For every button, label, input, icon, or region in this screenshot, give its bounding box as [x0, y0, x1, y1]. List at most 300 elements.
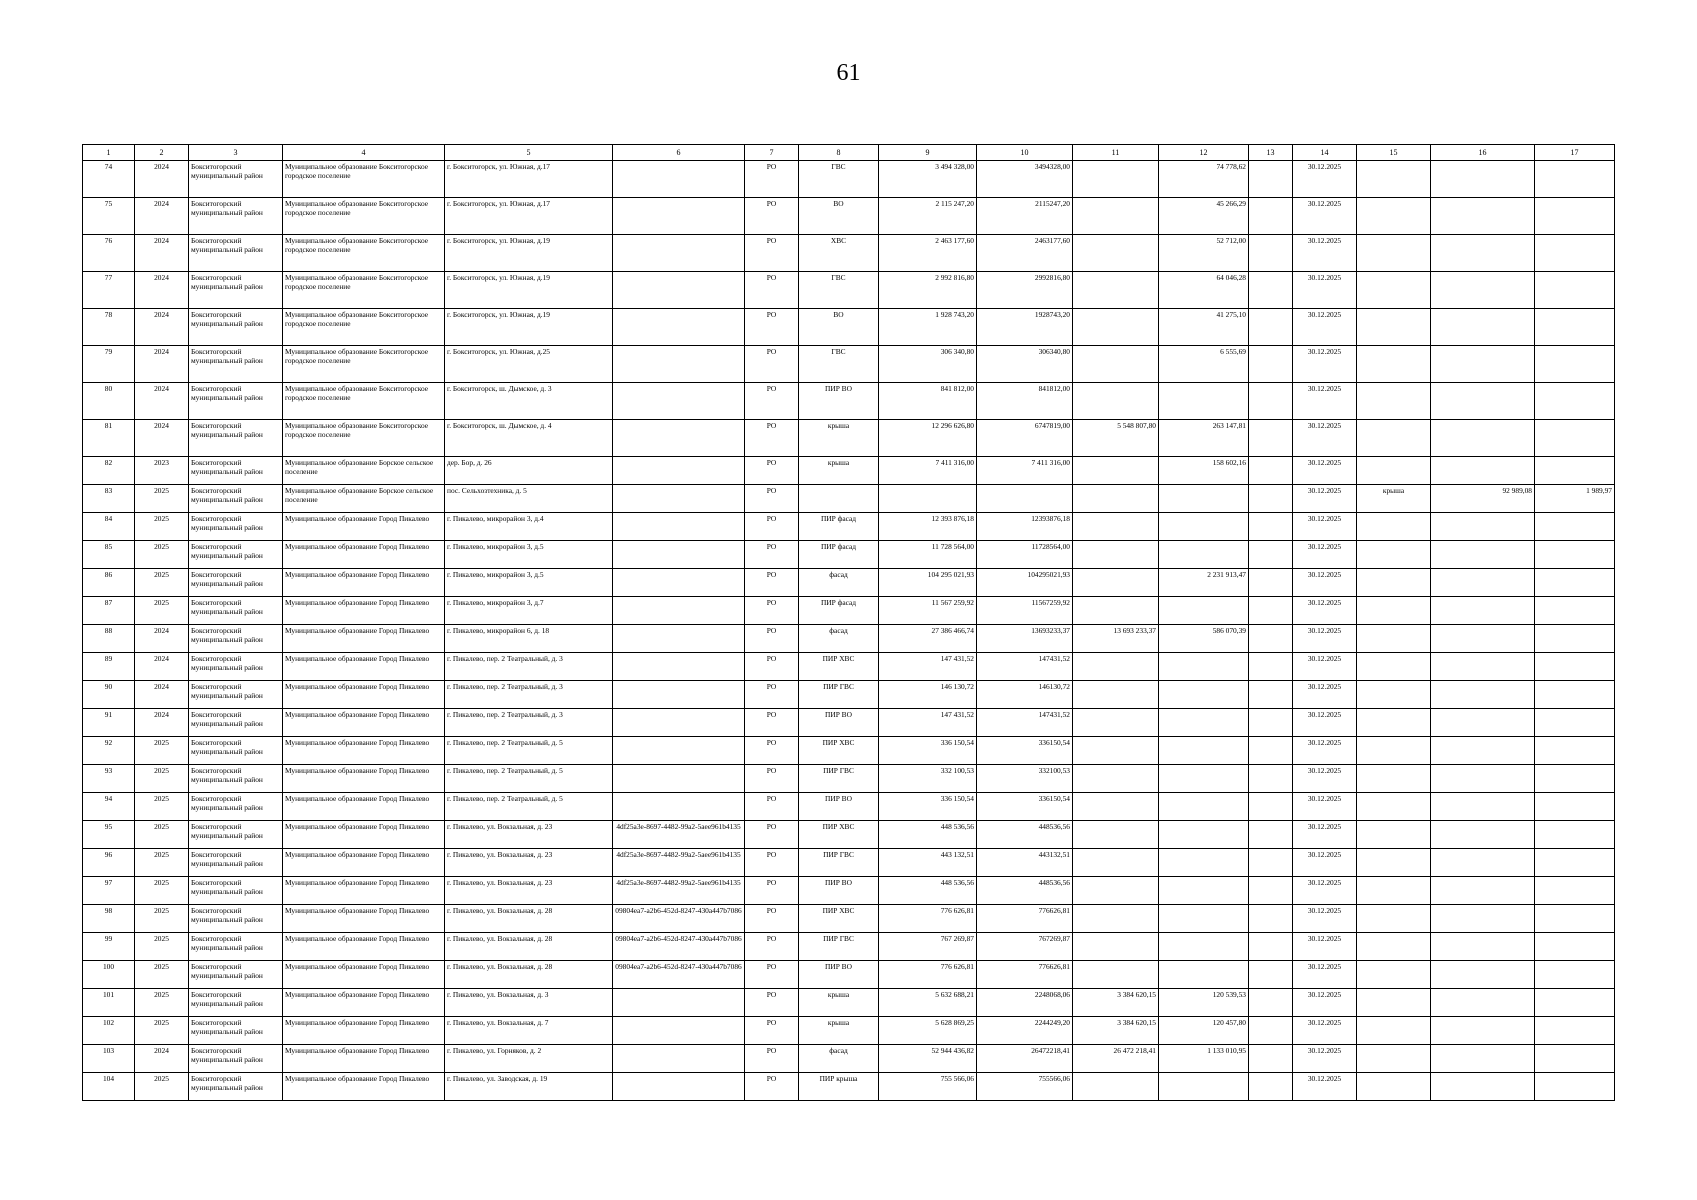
object-code-cell [613, 793, 745, 821]
total-cost-cell: 5 628 869,25 [879, 1017, 977, 1045]
column-10-cell: 332100,53 [977, 765, 1073, 793]
year-cell: 2025 [135, 737, 189, 765]
total-cost-cell: 104 295 021,93 [879, 569, 977, 597]
column-number-header: 11 [1073, 145, 1159, 161]
column-11-cell [1073, 737, 1159, 765]
object-code-cell [613, 737, 745, 765]
table-row [83, 653, 1615, 681]
column-13-cell [1249, 420, 1293, 457]
total-cost-cell: 146 130,72 [879, 681, 977, 709]
column-13-cell [1249, 625, 1293, 653]
column-17-cell [1535, 905, 1615, 933]
work-type-cell: ГВС [799, 272, 879, 309]
column-11-cell [1073, 569, 1159, 597]
table-header-row [83, 145, 1615, 161]
deadline-cell: 30.12.2025 [1293, 309, 1357, 346]
deadline-cell: 30.12.2025 [1293, 457, 1357, 485]
column-10-cell: 443132,51 [977, 849, 1073, 877]
address-cell: г. Пикалево, микрорайон 3, д.4 [445, 513, 613, 541]
deadline-cell: 30.12.2025 [1293, 485, 1357, 513]
municipality-cell: Муниципальное образование Бокситогорское городское поселение [283, 346, 445, 383]
table-row [83, 346, 1615, 383]
total-cost-cell: 767 269,87 [879, 933, 977, 961]
municipality-cell: Муниципальное образование Город Пикалево [283, 1073, 445, 1101]
column-number-header: 10 [977, 145, 1073, 161]
column-17-cell [1535, 989, 1615, 1017]
column-13-cell [1249, 513, 1293, 541]
column-number-header: 14 [1293, 145, 1357, 161]
year-cell: 2025 [135, 821, 189, 849]
deadline-cell: 30.12.2025 [1293, 569, 1357, 597]
object-code-cell: 09804ea7-a2b6-452d-8247-430a447b7086 [613, 933, 745, 961]
row-number-cell: 86 [83, 569, 135, 597]
work-type-cell: ПИР фасад [799, 541, 879, 569]
column-13-cell [1249, 1017, 1293, 1045]
object-code-cell [613, 457, 745, 485]
address-cell: г. Пикалево, пер. 2 Театральный, д. 5 [445, 793, 613, 821]
column-17-cell [1535, 961, 1615, 989]
work-type-cell: ПИР крыша [799, 1073, 879, 1101]
column-13-cell [1249, 161, 1293, 198]
object-code-cell [613, 513, 745, 541]
column-number-header: 3 [189, 145, 283, 161]
object-code-cell [613, 597, 745, 625]
column-11-cell: 3 384 620,15 [1073, 1017, 1159, 1045]
column-number-header: 4 [283, 145, 445, 161]
column-17-cell [1535, 513, 1615, 541]
work-type-cell: ПИР ГВС [799, 681, 879, 709]
work-type-cell: ПИР ВО [799, 709, 879, 737]
row-number-cell: 91 [83, 709, 135, 737]
address-cell: г. Пикалево, ул. Вокзальная, д. 28 [445, 933, 613, 961]
column-15-cell [1357, 849, 1431, 877]
column-15-cell [1357, 905, 1431, 933]
district-cell: Бокситогорский муниципальный район [189, 1017, 283, 1045]
table-row [83, 793, 1615, 821]
municipality-cell: Муниципальное образование Город Пикалево [283, 821, 445, 849]
column-17-cell [1535, 681, 1615, 709]
year-cell: 2025 [135, 877, 189, 905]
column-16-cell [1431, 653, 1535, 681]
object-code-cell [613, 765, 745, 793]
column-11-cell [1073, 849, 1159, 877]
deadline-cell: 30.12.2025 [1293, 235, 1357, 272]
table-row [83, 1073, 1615, 1101]
column-16-cell [1431, 420, 1535, 457]
column-16-cell [1431, 821, 1535, 849]
deadline-cell: 30.12.2025 [1293, 346, 1357, 383]
table-row [83, 821, 1615, 849]
column-10-cell: 448536,56 [977, 877, 1073, 905]
column-15-cell [1357, 821, 1431, 849]
total-cost-cell: 1 928 743,20 [879, 309, 977, 346]
table-row [83, 198, 1615, 235]
column-13-cell [1249, 793, 1293, 821]
column-17-cell [1535, 597, 1615, 625]
column-13-cell [1249, 877, 1293, 905]
table-row [83, 681, 1615, 709]
table-row [83, 420, 1615, 457]
municipality-cell: Муниципальное образование Город Пикалево [283, 1045, 445, 1073]
column-10-cell: 776626,81 [977, 905, 1073, 933]
registry-table [82, 144, 1615, 1101]
row-number-cell: 97 [83, 877, 135, 905]
column-12-cell: 52 712,00 [1159, 235, 1249, 272]
column-15-cell [1357, 933, 1431, 961]
column-17-cell [1535, 235, 1615, 272]
row-number-cell: 89 [83, 653, 135, 681]
row-number-cell: 98 [83, 905, 135, 933]
column-11-cell [1073, 1073, 1159, 1101]
column-16-cell: 92 989,08 [1431, 485, 1535, 513]
year-cell: 2025 [135, 485, 189, 513]
type-cell: РО [745, 681, 799, 709]
column-10-cell: 11728564,00 [977, 541, 1073, 569]
year-cell: 2025 [135, 597, 189, 625]
municipality-cell: Муниципальное образование Город Пикалево [283, 541, 445, 569]
total-cost-cell: 2 115 247,20 [879, 198, 977, 235]
work-type-cell: крыша [799, 457, 879, 485]
column-15-cell [1357, 709, 1431, 737]
column-10-cell: 2115247,20 [977, 198, 1073, 235]
column-11-cell: 3 384 620,15 [1073, 989, 1159, 1017]
type-cell: РО [745, 1045, 799, 1073]
year-cell: 2024 [135, 272, 189, 309]
deadline-cell: 30.12.2025 [1293, 681, 1357, 709]
column-16-cell [1431, 309, 1535, 346]
year-cell: 2025 [135, 793, 189, 821]
type-cell: РО [745, 737, 799, 765]
deadline-cell: 30.12.2025 [1293, 765, 1357, 793]
year-cell: 2024 [135, 198, 189, 235]
work-type-cell: ПИР ХВС [799, 821, 879, 849]
column-13-cell [1249, 989, 1293, 1017]
district-cell: Бокситогорский муниципальный район [189, 513, 283, 541]
row-number-cell: 102 [83, 1017, 135, 1045]
type-cell: РО [745, 793, 799, 821]
column-13-cell [1249, 849, 1293, 877]
column-11-cell [1073, 821, 1159, 849]
type-cell: РО [745, 235, 799, 272]
district-cell: Бокситогорский муниципальный район [189, 681, 283, 709]
column-17-cell [1535, 309, 1615, 346]
district-cell: Бокситогорский муниципальный район [189, 961, 283, 989]
table-body [83, 161, 1615, 1101]
column-12-cell: 6 555,69 [1159, 346, 1249, 383]
row-number-cell: 101 [83, 989, 135, 1017]
municipality-cell: Муниципальное образование Бокситогорское городское поселение [283, 235, 445, 272]
column-16-cell [1431, 513, 1535, 541]
object-code-cell [613, 653, 745, 681]
address-cell: г. Пикалево, ул. Вокзальная, д. 28 [445, 905, 613, 933]
column-13-cell [1249, 1073, 1293, 1101]
column-15-cell [1357, 420, 1431, 457]
type-cell: РО [745, 420, 799, 457]
column-11-cell [1073, 161, 1159, 198]
column-12-cell [1159, 961, 1249, 989]
type-cell: РО [745, 597, 799, 625]
column-17-cell [1535, 933, 1615, 961]
object-code-cell [613, 1073, 745, 1101]
year-cell: 2025 [135, 765, 189, 793]
column-12-cell [1159, 933, 1249, 961]
type-cell: РО [745, 765, 799, 793]
column-15-cell [1357, 346, 1431, 383]
total-cost-cell: 2 463 177,60 [879, 235, 977, 272]
deadline-cell: 30.12.2025 [1293, 905, 1357, 933]
municipality-cell: Муниципальное образование Борское сельское поселение [283, 457, 445, 485]
deadline-cell: 30.12.2025 [1293, 198, 1357, 235]
column-16-cell [1431, 1017, 1535, 1045]
row-number-cell: 75 [83, 198, 135, 235]
column-10-cell: 11567259,92 [977, 597, 1073, 625]
column-number-header: 17 [1535, 145, 1615, 161]
type-cell: РО [745, 933, 799, 961]
district-cell: Бокситогорский муниципальный район [189, 1045, 283, 1073]
column-number-header: 6 [613, 145, 745, 161]
work-type-cell: фасад [799, 1045, 879, 1073]
total-cost-cell: 27 386 466,74 [879, 625, 977, 653]
column-13-cell [1249, 933, 1293, 961]
deadline-cell: 30.12.2025 [1293, 1017, 1357, 1045]
row-number-cell: 85 [83, 541, 135, 569]
column-11-cell: 13 693 233,37 [1073, 625, 1159, 653]
address-cell: г. Бокситогорск, ш. Дымское, д. 3 [445, 383, 613, 420]
column-16-cell [1431, 597, 1535, 625]
total-cost-cell: 755 566,06 [879, 1073, 977, 1101]
municipality-cell: Муниципальное образование Бокситогорское городское поселение [283, 198, 445, 235]
column-17-cell [1535, 383, 1615, 420]
column-11-cell [1073, 709, 1159, 737]
municipality-cell: Муниципальное образование Бокситогорское городское поселение [283, 309, 445, 346]
column-12-cell [1159, 793, 1249, 821]
column-17-cell [1535, 709, 1615, 737]
year-cell: 2024 [135, 653, 189, 681]
district-cell: Бокситогорский муниципальный район [189, 905, 283, 933]
municipality-cell: Муниципальное образование Город Пикалево [283, 1017, 445, 1045]
column-10-cell: 13693233,37 [977, 625, 1073, 653]
column-16-cell [1431, 877, 1535, 905]
column-16-cell [1431, 346, 1535, 383]
type-cell: РО [745, 849, 799, 877]
column-13-cell [1249, 346, 1293, 383]
address-cell: г. Бокситогорск, ул. Южная, д.25 [445, 346, 613, 383]
column-number-header: 7 [745, 145, 799, 161]
municipality-cell: Муниципальное образование Город Пикалево [283, 625, 445, 653]
column-12-cell: 2 231 913,47 [1159, 569, 1249, 597]
column-13-cell [1249, 383, 1293, 420]
district-cell: Бокситогорский муниципальный район [189, 849, 283, 877]
column-16-cell [1431, 383, 1535, 420]
column-12-cell: 263 147,81 [1159, 420, 1249, 457]
column-13-cell [1249, 653, 1293, 681]
column-12-cell [1159, 1073, 1249, 1101]
address-cell: г. Пикалево, микрорайон 3, д.5 [445, 569, 613, 597]
column-10-cell: 776626,81 [977, 961, 1073, 989]
year-cell: 2025 [135, 541, 189, 569]
address-cell: г. Пикалево, ул. Вокзальная, д. 28 [445, 961, 613, 989]
table-row [83, 1017, 1615, 1045]
deadline-cell: 30.12.2025 [1293, 383, 1357, 420]
total-cost-cell: 841 812,00 [879, 383, 977, 420]
column-13-cell [1249, 681, 1293, 709]
column-13-cell [1249, 765, 1293, 793]
column-12-cell [1159, 541, 1249, 569]
municipality-cell: Муниципальное образование Город Пикалево [283, 961, 445, 989]
column-10-cell: 3494328,00 [977, 161, 1073, 198]
district-cell: Бокситогорский муниципальный район [189, 272, 283, 309]
deadline-cell: 30.12.2025 [1293, 541, 1357, 569]
column-15-cell [1357, 235, 1431, 272]
address-cell: г. Пикалево, пер. 2 Театральный, д. 5 [445, 737, 613, 765]
column-10-cell: 2992816,80 [977, 272, 1073, 309]
municipality-cell: Муниципальное образование Город Пикалево [283, 765, 445, 793]
address-cell: г. Пикалево, ул. Вокзальная, д. 23 [445, 849, 613, 877]
work-type-cell: ПИР фасад [799, 513, 879, 541]
type-cell: РО [745, 161, 799, 198]
district-cell: Бокситогорский муниципальный район [189, 309, 283, 346]
column-10-cell: 755566,06 [977, 1073, 1073, 1101]
district-cell: Бокситогорский муниципальный район [189, 161, 283, 198]
column-12-cell [1159, 877, 1249, 905]
column-10-cell: 306340,80 [977, 346, 1073, 383]
column-10-cell: 841812,00 [977, 383, 1073, 420]
column-12-cell [1159, 597, 1249, 625]
district-cell: Бокситогорский муниципальный район [189, 198, 283, 235]
address-cell: г. Пикалево, пер. 2 Театральный, д. 3 [445, 681, 613, 709]
deadline-cell: 30.12.2025 [1293, 625, 1357, 653]
total-cost-cell: 11 728 564,00 [879, 541, 977, 569]
row-number-cell: 100 [83, 961, 135, 989]
total-cost-cell: 3 494 328,00 [879, 161, 977, 198]
year-cell: 2024 [135, 346, 189, 383]
work-type-cell: ГВС [799, 161, 879, 198]
column-15-cell [1357, 1045, 1431, 1073]
column-16-cell [1431, 765, 1535, 793]
column-13-cell [1249, 961, 1293, 989]
total-cost-cell: 147 431,52 [879, 653, 977, 681]
year-cell: 2025 [135, 1017, 189, 1045]
column-10-cell: 1928743,20 [977, 309, 1073, 346]
object-code-cell [613, 198, 745, 235]
table-row [83, 737, 1615, 765]
type-cell: РО [745, 485, 799, 513]
row-number-cell: 84 [83, 513, 135, 541]
row-number-cell: 74 [83, 161, 135, 198]
column-11-cell [1073, 383, 1159, 420]
column-13-cell [1249, 198, 1293, 235]
column-15-cell [1357, 198, 1431, 235]
type-cell: РО [745, 1017, 799, 1045]
column-17-cell [1535, 737, 1615, 765]
municipality-cell: Муниципальное образование Город Пикалево [283, 793, 445, 821]
type-cell: РО [745, 198, 799, 235]
column-16-cell [1431, 198, 1535, 235]
total-cost-cell: 306 340,80 [879, 346, 977, 383]
column-11-cell [1073, 877, 1159, 905]
column-16-cell [1431, 989, 1535, 1017]
column-17-cell [1535, 161, 1615, 198]
column-16-cell [1431, 1045, 1535, 1073]
row-number-cell: 104 [83, 1073, 135, 1101]
total-cost-cell: 147 431,52 [879, 709, 977, 737]
table-row [83, 569, 1615, 597]
address-cell: г. Пикалево, ул. Вокзальная, д. 23 [445, 877, 613, 905]
column-17-cell [1535, 849, 1615, 877]
column-17-cell [1535, 1017, 1615, 1045]
column-16-cell [1431, 737, 1535, 765]
row-number-cell: 88 [83, 625, 135, 653]
object-code-cell: 09804ea7-a2b6-452d-8247-430a447b7086 [613, 905, 745, 933]
object-code-cell: 4df25a3e-8697-4482-99a2-5aee961b4135 [613, 821, 745, 849]
year-cell: 2024 [135, 235, 189, 272]
column-12-cell [1159, 905, 1249, 933]
year-cell: 2024 [135, 383, 189, 420]
row-number-cell: 90 [83, 681, 135, 709]
column-10-cell: 147431,52 [977, 709, 1073, 737]
column-number-header: 16 [1431, 145, 1535, 161]
table-row [83, 485, 1615, 513]
column-10-cell: 767269,87 [977, 933, 1073, 961]
table-row [83, 625, 1615, 653]
deadline-cell: 30.12.2025 [1293, 161, 1357, 198]
column-17-cell [1535, 541, 1615, 569]
year-cell: 2024 [135, 681, 189, 709]
column-12-cell: 45 266,29 [1159, 198, 1249, 235]
total-cost-cell: 448 536,56 [879, 877, 977, 905]
work-type-cell: ХВС [799, 235, 879, 272]
column-15-cell [1357, 569, 1431, 597]
column-15-cell [1357, 653, 1431, 681]
column-17-cell [1535, 346, 1615, 383]
type-cell: РО [745, 961, 799, 989]
column-15-cell [1357, 457, 1431, 485]
deadline-cell: 30.12.2025 [1293, 849, 1357, 877]
type-cell: РО [745, 513, 799, 541]
total-cost-cell: 52 944 436,82 [879, 1045, 977, 1073]
address-cell: г. Пикалево, пер. 2 Театральный, д. 5 [445, 765, 613, 793]
column-13-cell [1249, 709, 1293, 737]
year-cell: 2025 [135, 905, 189, 933]
column-11-cell [1073, 198, 1159, 235]
object-code-cell [613, 383, 745, 420]
column-12-cell [1159, 513, 1249, 541]
object-code-cell [613, 309, 745, 346]
municipality-cell: Муниципальное образование Город Пикалево [283, 681, 445, 709]
column-13-cell [1249, 905, 1293, 933]
column-17-cell [1535, 653, 1615, 681]
column-12-cell [1159, 485, 1249, 513]
municipality-cell: Муниципальное образование Город Пикалево [283, 877, 445, 905]
column-16-cell [1431, 709, 1535, 737]
object-code-cell [613, 625, 745, 653]
deadline-cell: 30.12.2025 [1293, 1073, 1357, 1101]
column-15-cell [1357, 737, 1431, 765]
district-cell: Бокситогорский муниципальный район [189, 989, 283, 1017]
column-11-cell [1073, 681, 1159, 709]
object-code-cell [613, 541, 745, 569]
column-11-cell [1073, 653, 1159, 681]
work-type-cell: ПИР ГВС [799, 765, 879, 793]
total-cost-cell: 12 393 876,18 [879, 513, 977, 541]
column-11-cell [1073, 541, 1159, 569]
column-11-cell [1073, 961, 1159, 989]
column-17-cell [1535, 877, 1615, 905]
municipality-cell: Муниципальное образование Город Пикалево [283, 709, 445, 737]
row-number-cell: 87 [83, 597, 135, 625]
column-17-cell [1535, 272, 1615, 309]
year-cell: 2025 [135, 849, 189, 877]
